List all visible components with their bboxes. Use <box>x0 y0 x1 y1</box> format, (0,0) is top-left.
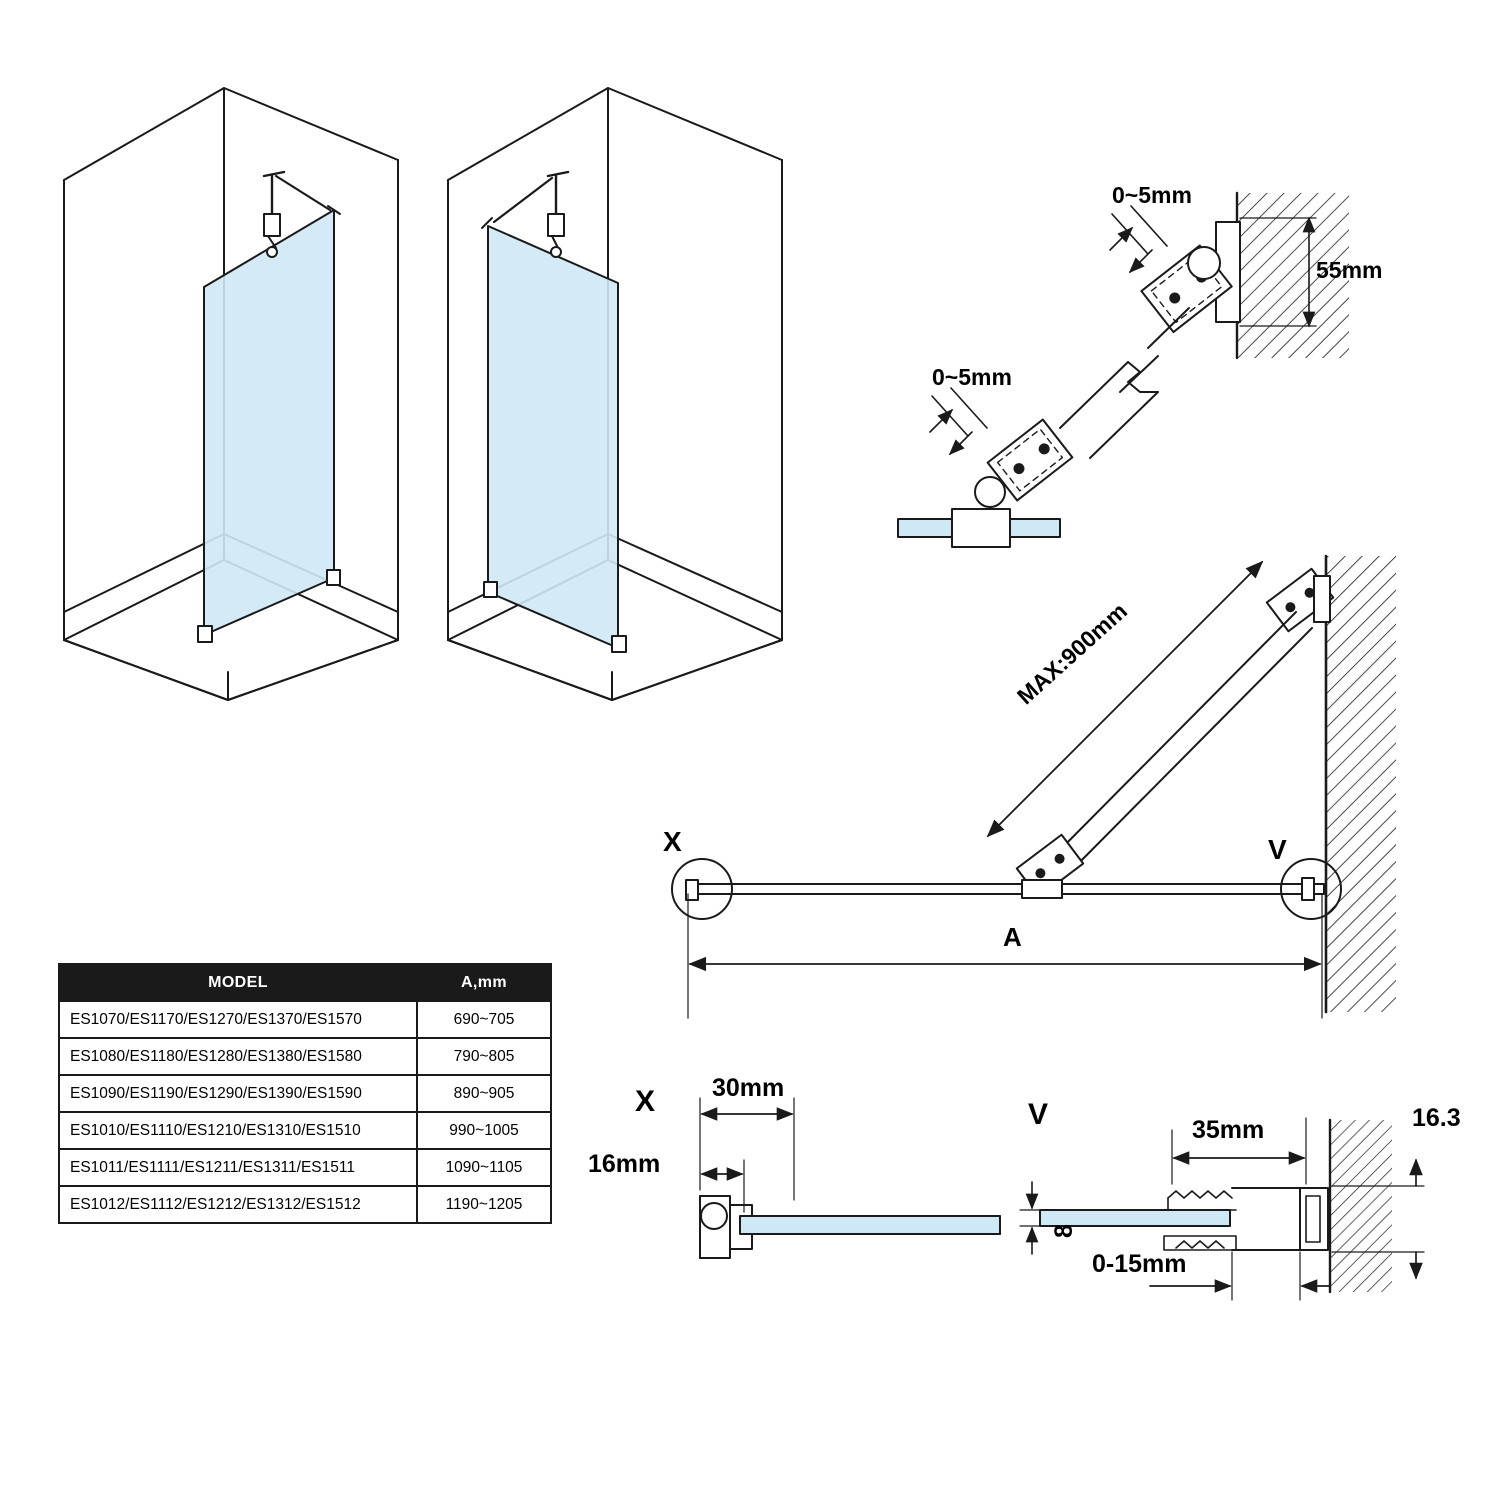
dim-support-bar-max: MAX:900mm <box>1012 597 1132 710</box>
table-cell-model: ES1080/ES1180/ES1280/ES1380/ES1580 <box>59 1038 417 1075</box>
dim-bracket-gap-top: 0~5mm <box>1112 182 1192 208</box>
callout-x-detail: X <box>635 1085 656 1118</box>
table-cell-a: 1090~1105 <box>417 1149 551 1186</box>
table-row <box>59 1112 551 1149</box>
table-cell-a: 790~805 <box>417 1038 551 1075</box>
model-table <box>58 963 552 1224</box>
table-cell-model: ES1010/ES1110/ES1210/ES1310/ES1510 <box>59 1112 417 1149</box>
table-header-a: A,mm <box>417 964 551 1001</box>
table-cell-a: 690~705 <box>417 1001 551 1038</box>
iso-left-enclosure <box>64 88 398 700</box>
callout-x-plan: X <box>663 826 682 857</box>
dim-bracket-gap-lower: 0~5mm <box>932 364 1012 390</box>
table-cell-model: ES1011/ES1111/ES1211/ES1311/ES1511 <box>59 1149 417 1186</box>
dim-detail-x-inner: 16mm <box>588 1150 661 1178</box>
table-row <box>59 1075 551 1112</box>
table-header-model: MODEL <box>59 964 417 1001</box>
dim-detail-v-adjust: 0-15mm <box>1092 1250 1187 1278</box>
table-cell-model: ES1090/ES1190/ES1290/ES1390/ES1590 <box>59 1075 417 1112</box>
table-cell-model: ES1070/ES1170/ES1270/ES1370/ES1570 <box>59 1001 417 1038</box>
detail-x-section <box>700 1098 1000 1258</box>
callout-v-detail: V <box>1028 1098 1049 1131</box>
table-row <box>59 1001 551 1038</box>
detail-v-section <box>1020 1118 1424 1300</box>
dim-detail-v-glass: 8 <box>1050 1224 1078 1238</box>
table-header-row <box>59 964 551 1001</box>
dim-detail-v-height: 16.3 <box>1412 1104 1461 1132</box>
table-cell-a: 990~1005 <box>417 1112 551 1149</box>
table-row <box>59 1186 551 1223</box>
table-cell-a: 1190~1205 <box>417 1186 551 1223</box>
table-cell-a: 890~905 <box>417 1075 551 1112</box>
table-row <box>59 1149 551 1186</box>
table-cell-model: ES1012/ES1112/ES1212/ES1312/ES1512 <box>59 1186 417 1223</box>
callout-v-plan: V <box>1268 834 1287 865</box>
dim-wall-plate-height: 55mm <box>1316 257 1383 283</box>
table-row <box>59 1038 551 1075</box>
dim-detail-v-profile: 35mm <box>1192 1116 1265 1144</box>
dim-plan-width-a: A <box>1003 922 1022 952</box>
iso-right-enclosure <box>448 88 782 700</box>
dim-detail-x-outer: 30mm <box>712 1074 785 1102</box>
